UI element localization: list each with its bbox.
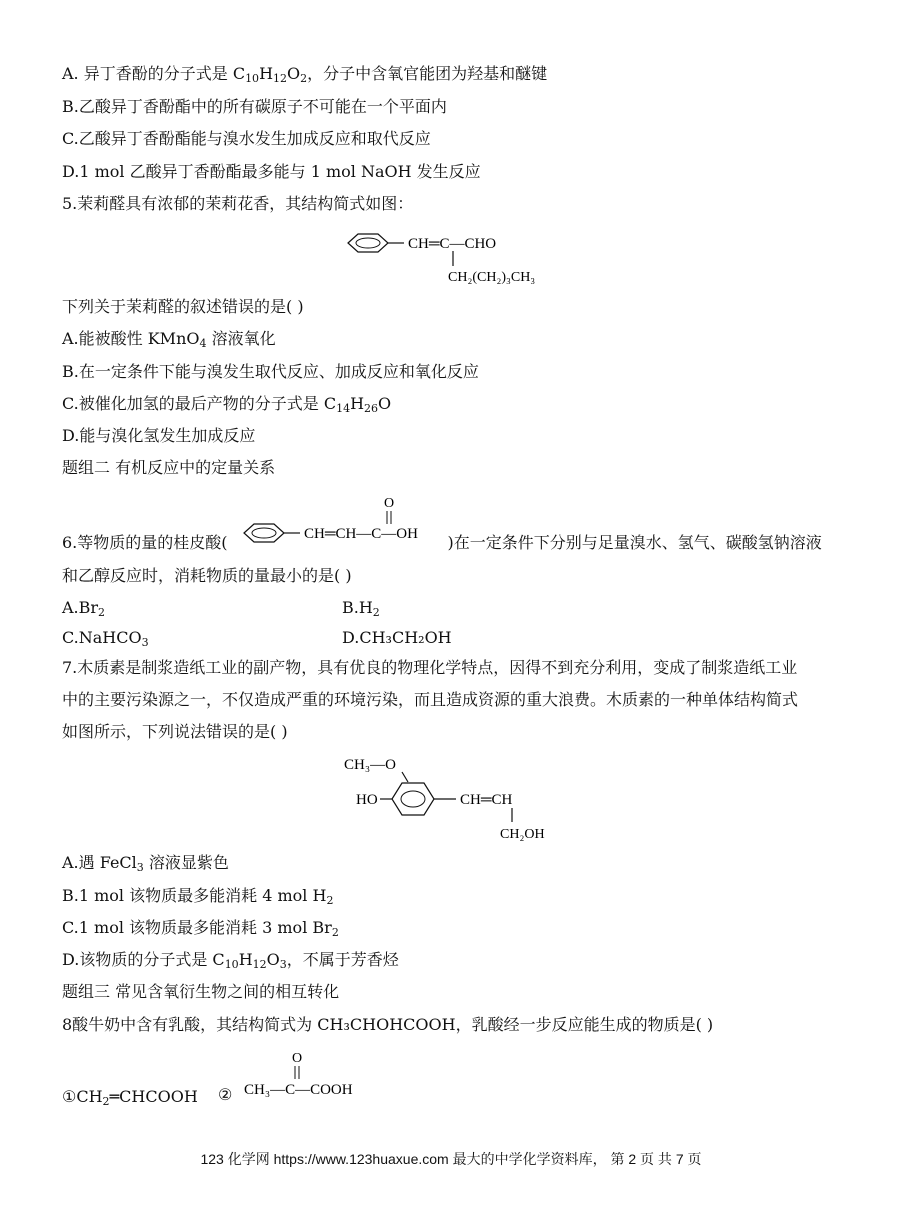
pyruvic-acid-structure (240, 1046, 380, 1102)
q5-option-c: C.被催化加氢的最后产物的分子式是 $C_{14}H_{26}O$ (62, 394, 392, 415)
q7-stem-line1: 7.木质素是制浆造纸工业的副产物，具有优良的物理化学特点，因得不到充分利用，变成了制浆造纸工业 (62, 658, 798, 677)
q6-struct-chain: CH═CH—C—OH (304, 526, 418, 542)
q4-option-a: A. 异丁香酚的分子式是 $C_{10}H_{12}O_2$，分子中含氧官能团为羟基和醚键 (62, 64, 548, 85)
q4-option-d: D.1 mol 乙酸异丁香酚酯最多能与 1 mol NaOH 发生反应 (62, 162, 481, 181)
q6-stem-line2: 和乙醇反应时，消耗物质的量最小的是( ) (62, 566, 352, 585)
q6-option-d: D.CH₃CH₂OH (342, 628, 452, 647)
q8-struct-carbonyl-o: O (292, 1051, 303, 1066)
q7-struct-chain: CH═CH (460, 792, 513, 808)
q5-option-d: D.能与溴化氢发生加成反应 (62, 426, 256, 445)
cinnamic-acid-structure (236, 490, 458, 554)
q7-stem-line2: 中的主要污染源之一，不仅造成严重的环境污染，而且造成资源的重大浪费。木质素的一种单体结构简式 (62, 690, 799, 709)
q5-option-b: B.在一定条件下能与溴发生取代反应、加成反应和氧化反应 (62, 362, 479, 381)
q8-struct-chain: CH₃—C—COOH (244, 1082, 353, 1098)
q8-option-1: $①CH_2═CHCOOH$ (62, 1087, 198, 1108)
q7-struct-ho: HO (356, 792, 378, 808)
page-footer: 123 化学网 https://www.123huaxue.com 最大的中学化学资料库， 第 2 页 共 7 页 (200, 1151, 702, 1167)
q5-stem: 5.茉莉醛具有浓郁的茉莉花香，其结构简式如图： (62, 194, 414, 213)
q5-option-a: A.能被酸性 KMnO$_4$ 溶液氧化 (62, 329, 276, 350)
q5-struct-main: CH═C—CHO (408, 236, 497, 252)
q5-struct-chain: CH₂(CH₂)₃CH₃ (448, 270, 536, 285)
q6-option-b: $B.H_2$ (342, 598, 380, 619)
q4-option-b: B.乙酸异丁香酚酯中的所有碳原子不可能在一个平面内 (62, 97, 447, 116)
q7-stem-line3: 如图所示，下列说法错误的是( ) (62, 722, 288, 741)
q6-option-a: $A.Br_2$ (62, 598, 106, 619)
q7-struct-ch3o: CH₃—O (344, 757, 396, 773)
q7-struct-ch2oh: CH₂OH (500, 827, 545, 842)
q6-struct-carbonyl-o: O (384, 496, 395, 511)
q6-stem-line1: 6.等物质的量的桂皮酸( )在一定条件下分别与足量溴水、氢气、碳酸氢钠溶液 (62, 533, 822, 552)
q8-stem: 8酸牛奶中含有乳酸，其结构简式为 CH₃CHOHCOOH，乳酸经一步反应能生成的物质是( ) (62, 1015, 714, 1034)
q6-option-c: C.NaHCO$_3$ (62, 628, 149, 649)
q4-option-c: C.乙酸异丁香酚酯能与溴水发生加成反应和取代反应 (62, 129, 431, 148)
q8-option-2-label: ② (218, 1085, 233, 1104)
group2-heading: 题组二 有机反应中的定量关系 (62, 458, 276, 477)
q7-option-d: D.该物质的分子式是 $C_{10}H_{12}O_3$，不属于芳香烃 (62, 950, 399, 971)
q7-option-a: A.遇 FeCl$_3$ 溶液显紫色 (62, 853, 229, 874)
q7-option-c: C.1 mol 该物质最多能消耗 3 mol $Br_2$ (62, 918, 339, 939)
q7-option-b: B.1 mol 该物质最多能消耗 4 mol $H_2$ (62, 886, 334, 907)
lignin-monomer-structure (340, 752, 570, 844)
jasminaldehyde-structure (340, 226, 570, 290)
q5-question: 下列关于茉莉醛的叙述错误的是( ) (62, 297, 304, 316)
group3-heading: 题组三 常见含氧衍生物之间的相互转化 (62, 982, 340, 1001)
